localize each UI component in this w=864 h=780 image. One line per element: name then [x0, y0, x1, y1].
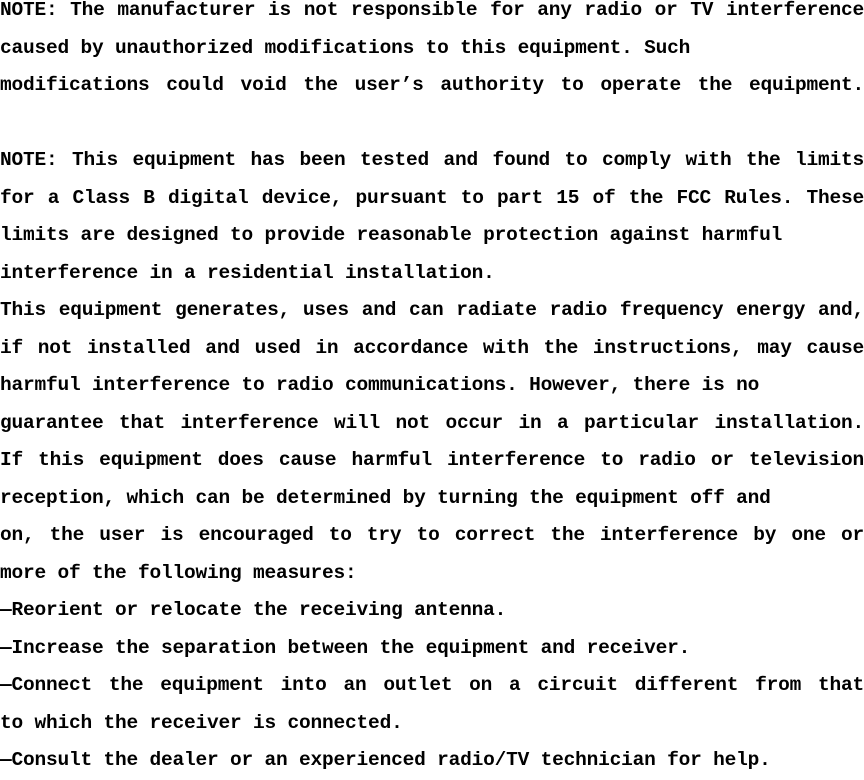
- text-line: harmful interference to radio communications. However, there is no: [0, 374, 760, 396]
- text-line: This equipment generates, uses and can radiate radio frequency energy and,: [0, 299, 864, 321]
- list-item: —Reorient or relocate the receiving antenna.: [0, 599, 507, 621]
- list-item: —Consult the dealer or an experienced radio/TV technician for help.: [0, 749, 771, 771]
- text-line: limits are designed to provide reasonable protection against harmful: [0, 224, 783, 246]
- text-line: for a Class B digital device, pursuant to part 15 of the FCC Rules. These: [0, 186, 864, 209]
- text-line: more of the following measures:: [0, 561, 357, 584]
- text-line: interference in a residential installation.: [0, 261, 495, 284]
- text-line: If this equipment does cause harmful interference to radio or television: [0, 449, 864, 471]
- list-item: —Connect the equipment into an outlet on a circuit different from that: [0, 674, 864, 696]
- text-line: guarantee that interference will not occur in a particular installation.: [0, 411, 864, 434]
- text-line: NOTE: The manufacturer is not responsible for any radio or TV interference: [0, 0, 864, 21]
- note-fcc-compliance-paragraph: [0, 142, 864, 592]
- list-item-continuation: to which the receiver is connected.: [0, 711, 403, 734]
- text-line: reception, which can be determined by turning the equipment off and: [0, 486, 771, 509]
- list-item: —Increase the separation between the equipment and receiver.: [0, 636, 691, 659]
- note-manufacturer-paragraph: [0, 0, 864, 105]
- paragraph-spacer: [0, 105, 864, 143]
- text-line: if not installed and used in accordance with the instructions, may cause: [0, 336, 864, 359]
- corrective-measures-list: [0, 592, 864, 780]
- text-line: on, the user is encouraged to try to correct the interference by one or: [0, 524, 864, 546]
- text-line: NOTE: This equipment has been tested and found to comply with the limits: [0, 149, 864, 171]
- text-line: caused by unauthorized modifications to this equipment. Such: [0, 36, 691, 59]
- text-line: modifications could void the user’s authority to operate the equipment.: [0, 74, 864, 96]
